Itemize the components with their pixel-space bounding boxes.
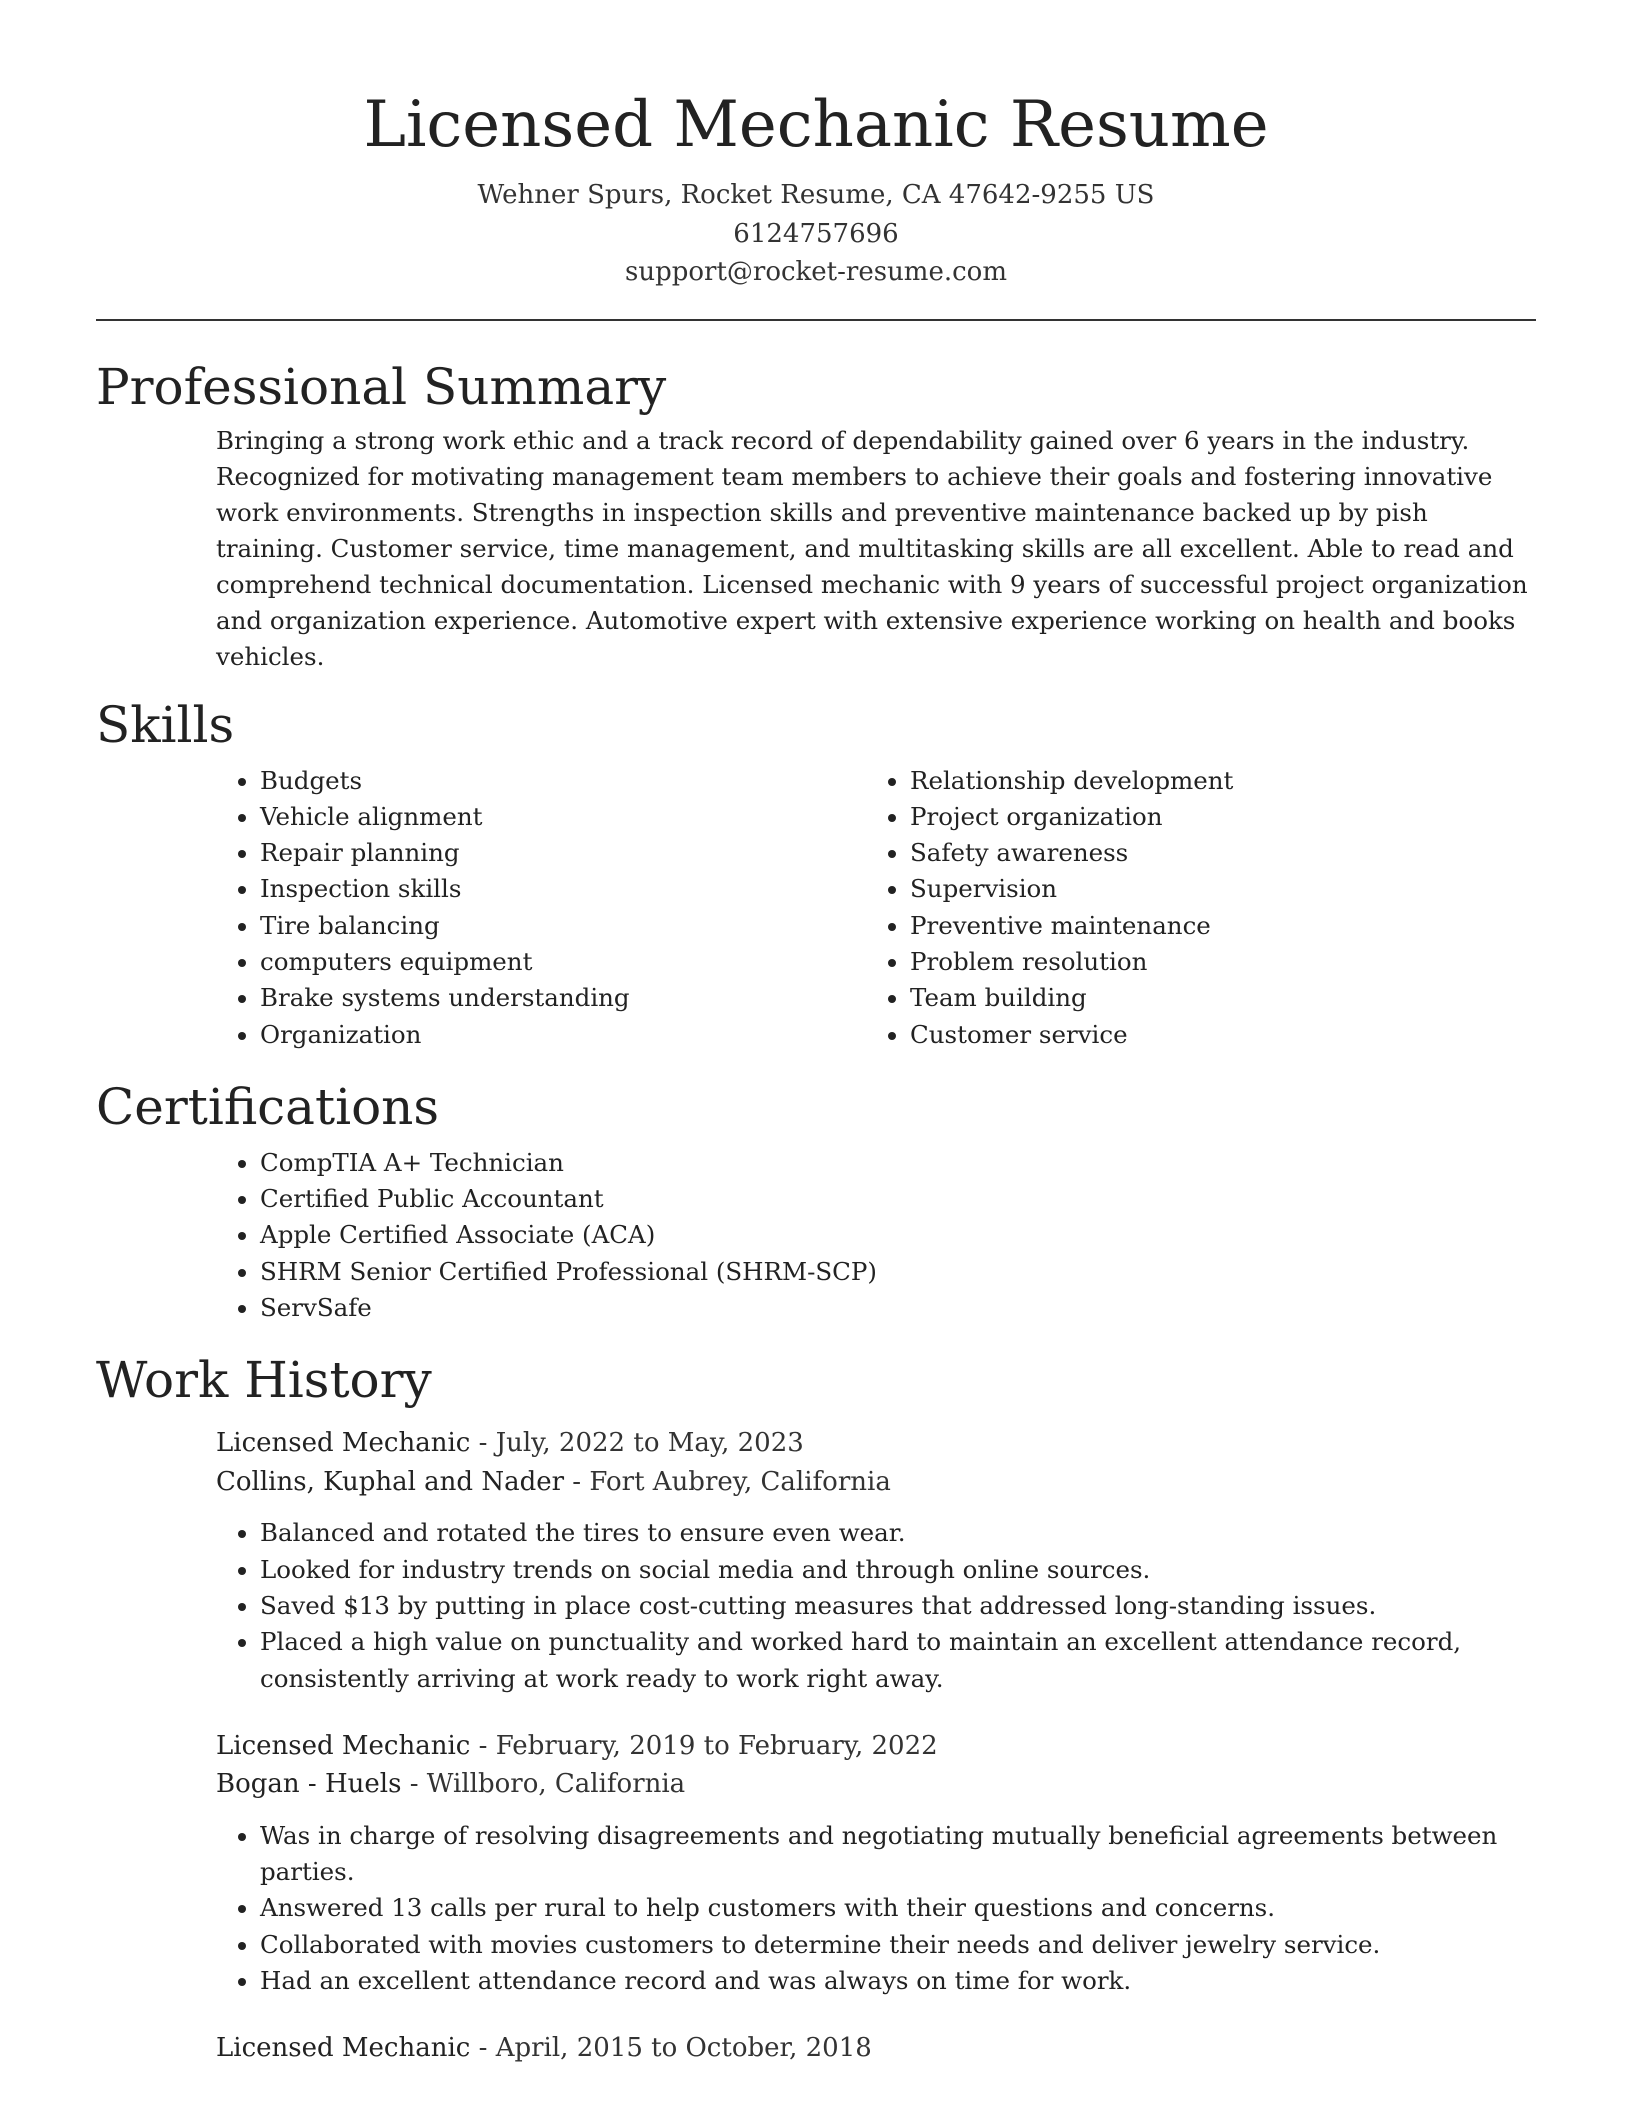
skill-item: • Brake systems understanding xyxy=(260,980,866,1016)
job-bullet: • Looked for industry trends on social media and through online sources. xyxy=(260,1552,1536,1588)
job-entry xyxy=(216,1727,1536,1999)
job-bullet: • Had an excellent attendance record and was always on time for work. xyxy=(260,1963,1536,1999)
contact-address: Wehner Spurs, Rocket Resume, CA 47642-9255 US xyxy=(477,180,1155,210)
header-divider xyxy=(96,319,1536,321)
job-title-line xyxy=(216,1727,1536,1766)
job-entry xyxy=(216,1424,1536,1696)
certifications-section xyxy=(96,1075,1536,1326)
certification-item: • CompTIA A+ Technician xyxy=(260,1145,1536,1181)
job-bullet: • Saved $13 by putting in place cost-cutting measures that addressed long-standing issues. xyxy=(260,1588,1536,1624)
skill-item: • Project organization xyxy=(910,799,1516,835)
job-company: Collins, Kuphal and Nader xyxy=(216,1466,565,1497)
job-dates: February, 2019 to February, 2022 xyxy=(495,1730,938,1761)
job-bullet: • Balanced and rotated the tires to ensure even wear. xyxy=(260,1515,1536,1551)
skills-list-right xyxy=(866,763,1516,1053)
job-dates: July, 2022 to May, 2023 xyxy=(495,1428,804,1459)
certification-item: • ServSafe xyxy=(260,1290,1536,1326)
skills-section xyxy=(96,693,1536,1053)
skill-item: • Budgets xyxy=(260,763,866,799)
skill-item: • Team building xyxy=(910,980,1516,1016)
certification-item: • Apple Certified Associate (ACA) xyxy=(260,1217,1536,1253)
job-company: Bogan - Huels xyxy=(216,1769,402,1800)
skills-columns xyxy=(216,763,1536,1053)
job-company-line xyxy=(216,1765,1536,1804)
job-bullet: • Collaborated with movies customers to determine their needs and deliver jewelry service. xyxy=(260,1927,1536,1963)
job-role: Licensed Mechanic xyxy=(216,1730,471,1761)
job-bullets xyxy=(216,1818,1536,1999)
skill-item: • Organization xyxy=(260,1017,866,1053)
contact-email[interactable]: support@rocket-resume.com xyxy=(624,257,1007,287)
contact-phone: 6124757696 xyxy=(733,218,899,249)
skill-item: • Supervision xyxy=(910,871,1516,907)
resume-page xyxy=(96,0,1536,2068)
contact-block xyxy=(96,176,1536,292)
work-history-heading: Work History xyxy=(96,1351,432,1410)
job-title-line xyxy=(216,2029,1536,2068)
skills-heading: Skills xyxy=(96,695,235,754)
job-title-line xyxy=(216,1424,1536,1463)
job-location: Fort Aubrey, California xyxy=(589,1466,891,1497)
separator: - xyxy=(401,1769,427,1800)
skill-item: • computers equipment xyxy=(260,944,866,980)
separator: - xyxy=(564,1466,590,1497)
job-bullets xyxy=(216,1515,1536,1696)
skill-item: • Inspection skills xyxy=(260,871,866,907)
job-dates: April, 2015 to October, 2018 xyxy=(495,2033,872,2064)
job-bullet: • Was in charge of resolving disagreements and negotiating mutually beneficial agreements between parties. xyxy=(260,1818,1536,1891)
certification-item: • Certified Public Accountant xyxy=(260,1181,1536,1217)
skill-item: • Relationship development xyxy=(910,763,1516,799)
separator: - xyxy=(470,2033,496,2064)
skill-item: • Customer service xyxy=(910,1017,1516,1053)
skill-item: • Problem resolution xyxy=(910,944,1516,980)
summary-text: Bringing a strong work ethic and a track record of dependability gained over 6 years in the industry. Recognized for motivating management team members to achieve their goals and fostering innovative work environments. Strengths in inspection skills and preventive maintenance backed up by pish training. Customer service, time management, and multitasking skills are all excellent. Able to read and comprehend technical documentation. Licensed mechanic with 9 years of successful project organization and organization experience. Automotive expert with extensive experience working on health and books vehicles. xyxy=(216,425,1528,671)
job-role: Licensed Mechanic xyxy=(216,1428,471,1459)
skill-item: • Tire balancing xyxy=(260,908,866,944)
job-entry xyxy=(216,2029,1536,2068)
resume-title: Licensed Mechanic Resume xyxy=(363,88,1269,162)
separator: - xyxy=(470,1730,496,1761)
summary-heading: Professional Summary xyxy=(96,357,667,416)
skill-item: • Preventive maintenance xyxy=(910,908,1516,944)
skill-item: • Safety awareness xyxy=(910,835,1516,871)
certification-item: • SHRM Senior Certified Professional (SHRM-SCP) xyxy=(260,1254,1536,1290)
job-bullet: • Placed a high value on punctuality and worked hard to maintain an excellent attendance record, consistently arriving at work ready to work right away. xyxy=(260,1624,1536,1697)
skill-item: • Repair planning xyxy=(260,835,866,871)
job-location: Willboro, California xyxy=(426,1769,686,1800)
summary-section xyxy=(96,355,1536,675)
job-role: Licensed Mechanic xyxy=(216,2033,471,2064)
skills-list-left xyxy=(216,763,866,1053)
work-history-section xyxy=(96,1348,1536,2067)
certifications-heading: Certifications xyxy=(96,1077,440,1136)
job-bullet: • Answered 13 calls per rural to help customers with their questions and concerns. xyxy=(260,1890,1536,1926)
job-company-line xyxy=(216,1463,1536,1502)
certifications-list xyxy=(216,1145,1536,1326)
skill-item: • Vehicle alignment xyxy=(260,799,866,835)
separator: - xyxy=(470,1428,496,1459)
